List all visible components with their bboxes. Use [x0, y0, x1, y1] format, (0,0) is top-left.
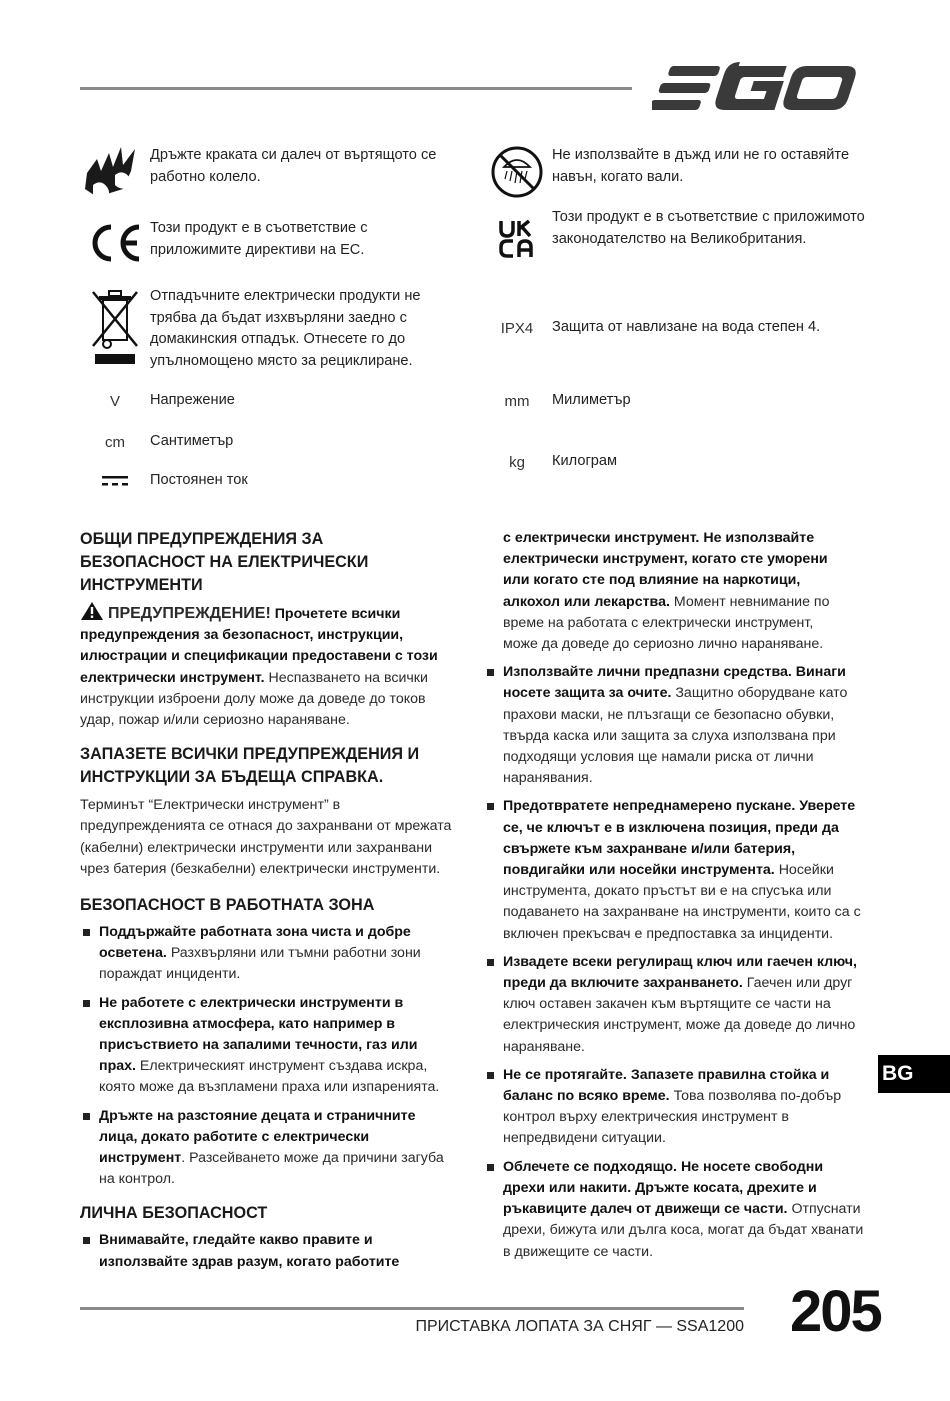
- symbol-row-volt: [80, 390, 450, 412]
- warning-triangle-icon: [80, 601, 104, 621]
- symbol-row-dc: [80, 470, 450, 492]
- warning-paragraph: [80, 601, 455, 731]
- bullet-rest: Отпуснати дрехи, бижута или дълга коса, могат да бъдат хванати в движещите се части.: [503, 1201, 864, 1260]
- list-item: [80, 1106, 455, 1191]
- list-item: [80, 922, 455, 986]
- unit-label: mm: [504, 392, 530, 410]
- bullet-rest: . Разсейването може да причини загуба на контрол.: [99, 1150, 444, 1188]
- list-item: [484, 952, 864, 1058]
- symbol-text: Напрежение: [150, 392, 235, 408]
- bullet-rest: Електрическият инструмент създава искра, която може да възпламени праха или изпаренията.: [99, 1058, 440, 1096]
- unit-label: IPX4: [500, 319, 534, 337]
- unit-label: V: [109, 392, 120, 410]
- header-rule: [80, 87, 632, 90]
- symbol-row-feet: [80, 145, 450, 201]
- bullet-bold: Предотвратете непреднамерено пускане. Уверете се, че ключът е в изключена позиция, преди да свържете към захранване и/или батерия, повдигайки или носейки инструмента.: [503, 798, 856, 879]
- bullet-icon: [487, 803, 494, 810]
- list-item: [484, 662, 864, 789]
- symbol-text: Милиметър: [552, 392, 631, 408]
- bullet-icon: [83, 1000, 90, 1007]
- bullet-bold: с електрически инструмент. Не използвайте електрически инструмент, когато сте уморени или когато сте под влияние на наркотици, алкохол или лекарства.: [503, 530, 828, 610]
- term-paragraph: Терминът “Електрически инструмент” в предупрежденията се отнася до захранвани от мрежата (кабелни) електрически инструменти или захранвани чрез батерия (безкабелни) електрически инструменти.: [80, 797, 452, 877]
- symbol-row-ukca: [482, 207, 882, 271]
- bullet-icon: [487, 959, 494, 966]
- footer-title: ПРИСТАВКА ЛОПАТА ЗА СНЯГ — SSA1200: [415, 1318, 744, 1335]
- unit-label: kg: [509, 453, 525, 471]
- bullet-bold: Внимавайте, гледайте какво правите и използвайте здрав разум, когато работите: [99, 1232, 400, 1270]
- bullet-rest: Това позволява по-добър контрол върху електрическия инструмент в непредвидени ситуации.: [503, 1088, 842, 1147]
- section-heading: БЕЗОПАСНОСТ В РАБОТНАТА ЗОНА: [80, 896, 375, 915]
- symbol-text: Този продукт е в съответствие с приложимото законодателство на Великобритания.: [552, 209, 865, 247]
- symbol-row-kg: [482, 451, 882, 473]
- symbol-text: Сантиметър: [150, 433, 234, 449]
- symbol-row-rain: [482, 145, 882, 199]
- language-tab: BG: [878, 1055, 950, 1093]
- symbol-text: Не използвайте в дъжд или не го оставяйте навън, когато вали.: [552, 147, 850, 185]
- list-item: [80, 993, 455, 1099]
- bullet-rest: Момент невнимание по време на работата с електрически инструмент, може да доведе до сериозно лично нараняване.: [503, 593, 830, 653]
- footer-rule: [80, 1307, 744, 1310]
- symbol-text: Килограм: [552, 453, 618, 469]
- ce-mark-icon: [80, 218, 150, 268]
- symbol-text: Дръжте краката си далеч от въртящото се работно колело.: [150, 147, 437, 185]
- section-heading: ЛИЧНА БЕЗОПАСНОСТ: [80, 1204, 268, 1223]
- page-number: 205: [790, 1279, 881, 1344]
- list-item: [484, 1157, 864, 1263]
- ukca-mark-icon: [482, 207, 552, 271]
- bullet-bold: Използвайте лични предпазни средства. Винаги носете защита за очите.: [503, 664, 846, 702]
- unit-label: cm: [105, 433, 125, 451]
- foot-hazard-icon: [80, 145, 150, 201]
- bullet-icon: [83, 1237, 90, 1244]
- bullet-bold: Не работете с електрически инструменти в експлозивна атмосфера, като например в присъствието на запалими течности, газ или прах.: [99, 994, 418, 1075]
- symbol-text: Отпадъчните електрически продукти не трябва да бъдат изхвърляни заедно с домакинския отпадък. Отнесете го до упълномощено място за рециклиране.: [150, 288, 421, 369]
- direct-current-icon: [80, 470, 150, 492]
- section-heading: ЗАПАЗЕТЕ ВСИЧКИ ПРЕДУПРЕЖДЕНИЯ И ИНСТРУКЦИИ ЗА БЪДЕЩА СПРАВКА.: [80, 745, 420, 787]
- bullet-icon: [83, 929, 90, 936]
- list-item: [80, 1230, 419, 1272]
- bullet-icon: [487, 1072, 494, 1079]
- bullet-bold: Поддържайте работната зона чиста и добре осветена.: [99, 924, 411, 962]
- symbol-row-weee: [80, 286, 450, 372]
- bullet-bold: Дръжте на разстояние децата и страничните лица, докато работите с електрически инструмент: [99, 1107, 416, 1167]
- ego-logo: [652, 62, 862, 114]
- right-column: [484, 528, 864, 1263]
- no-rain-icon: [482, 145, 552, 199]
- section-heading: ОБЩИ ПРЕДУПРЕЖДЕНИЯ ЗА БЕЗОПАСНОСТ НА ЕЛЕКТРИЧЕСКИ ИНСТРУМЕНТИ: [80, 530, 369, 594]
- bullet-icon: [487, 1164, 494, 1171]
- bullet-icon: [487, 669, 494, 676]
- warning-bold: Прочетете всички предупреждения за безопасност, инструкции, илюстрации и спецификации предоставени с този електрически инструмент.: [80, 606, 438, 686]
- bullet-rest: Гаечен или друг ключ оставен закачен към въртящите се части на електрическия инструмент, може да доведе до лично нараняване.: [503, 975, 856, 1055]
- symbol-text: Този продукт е в съответствие с приложимите директиви на ЕС.: [150, 220, 368, 258]
- list-item: [484, 796, 864, 944]
- symbol-row-mm: [482, 390, 882, 412]
- warning-label: ПРЕДУПРЕЖДЕНИЕ!: [107, 605, 271, 622]
- symbol-text: Защита от навлизане на вода степен 4.: [552, 319, 821, 335]
- bullet-rest: Носейки инструмента, докато пръстът ви е на спусъка или подаването на захранване на инструменти, които са с включен прекъсвач е предпоставка за инциденти.: [503, 862, 861, 942]
- bullet-icon: [83, 1113, 90, 1120]
- continued-paragraph: [484, 528, 843, 655]
- bullet-bold: Не се протягайте. Запазете правилна стойка и баланс по всяко време.: [503, 1066, 830, 1105]
- left-column: [80, 528, 455, 1273]
- symbol-text: Постоянен ток: [150, 472, 248, 488]
- warning-rest: Неспазването на всички инструкции изброени долу може да доведе до токов удар, пожар и/или сериозно нараняване.: [80, 669, 428, 729]
- bullet-bold: Облечете се подходящо. Не носете свободни дрехи или накити. Дръжте косата, дрехите и ръкавиците далеч от движещи се части.: [503, 1158, 824, 1218]
- list-item: [484, 1065, 864, 1150]
- symbol-row-cm: [80, 431, 450, 453]
- bullet-rest: Защитно оборудване като прахови маски, не плъзгащи се безопасно обувки, твърда каска или защита за слуха използвана при подходящи условия ще намали риска от лични наранявания.: [503, 685, 848, 787]
- symbol-row-ipx4: [482, 317, 882, 339]
- weee-bin-icon: [80, 286, 150, 370]
- bullet-bold: Извадете всеки регулиращ ключ или гаечен ключ, преди да включите захранването.: [503, 953, 857, 992]
- bullet-rest: Разхвърляни или тъмни работни зони пораждат инциденти.: [99, 945, 421, 983]
- symbol-row-ce: [80, 218, 450, 268]
